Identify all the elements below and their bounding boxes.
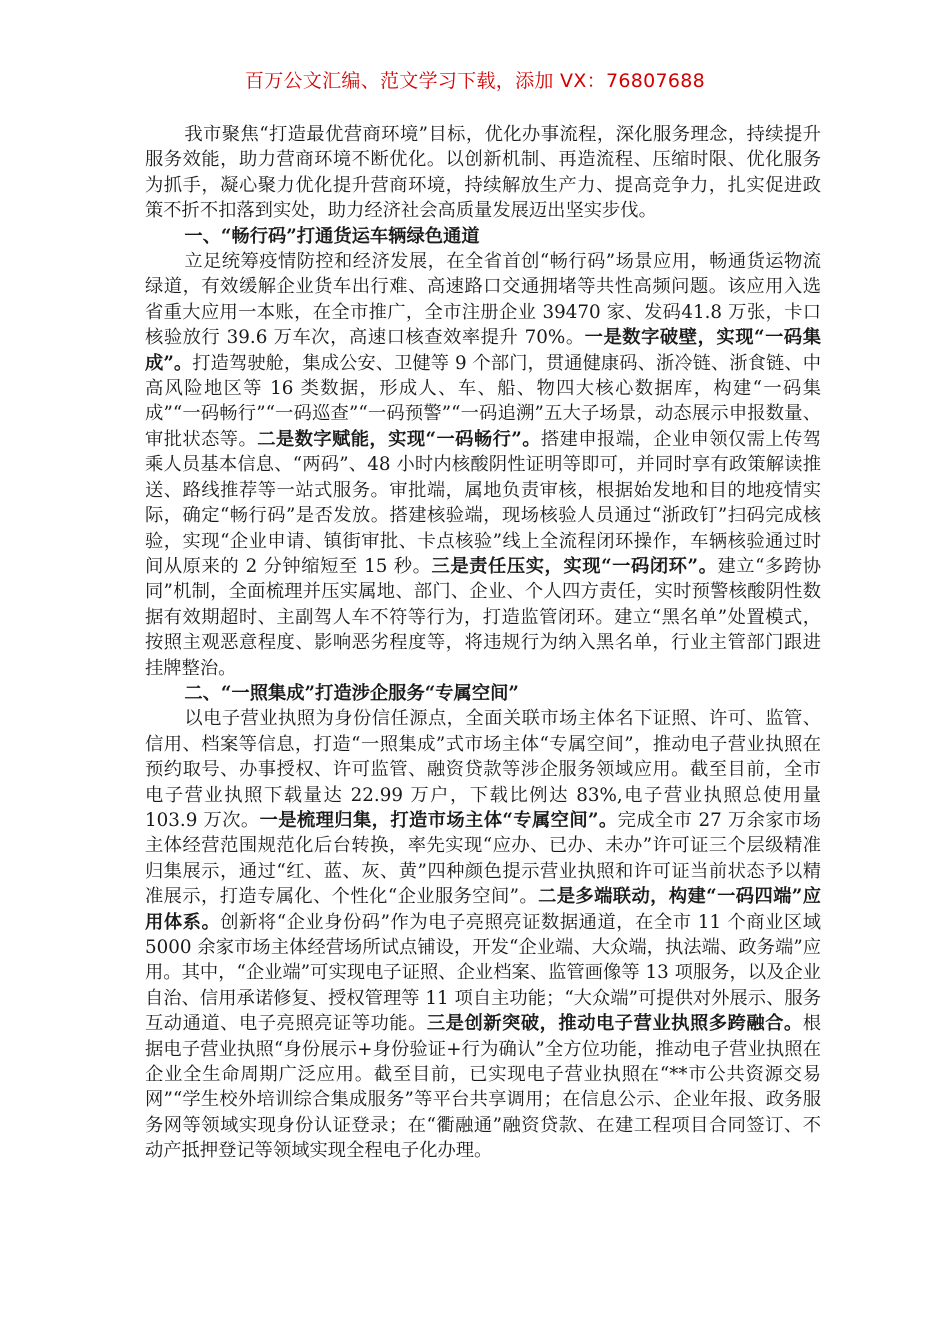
- s2-text-4: 根据电子营业执照“身份展示+身份验证+行为确认”全方位功能，推动电子营业执照在企业全生命周期广泛应用。截至目前，已实现电子营业执照在“**市公共资源交易网”“学生校外培训综合集成服务”等平台共享调用；在信息公示、企业年报、政务服务网等领域实现身份认证登录；在“衢融通”融资贷款、在建工程项目合同签订、不动产抵押登记等领域实现全程电子化办理。: [145, 1013, 822, 1162]
- s1-text-2: 打造驾驶舱，集成公安、卫健等 9 个部门，贯通健康码、浙冷链、浙食链、中高风险地区等 16 类数据，形成人、车、船、物四大核心数据库，构建“一码集成”“一码畅行”“一码巡查”“一码预警”“一码追溯”五大子场景，动态展示申报数量、审批状态等。: [145, 352, 821, 450]
- s2-text-2: 完成全市 27 万余家市场主体经营范围规范化后台转换，率先实现“应办、已办、未办”许可证三个层级精准归集展示，通过“红、蓝、灰、黄”四种颜色提示营业执照和许可证当前状态予以精准展示，打造专属化、个性化“企业服务空间”。: [145, 809, 821, 908]
- s1-text-1: 立足统筹疫情防控和经济发展，在全省首创“畅行码”场景应用，畅通货运物流绿道，有效缓解企业货车出行难、高速路口交通拥堵等共性高频问题。该应用入选省重大应用一本账，在全市推广，全市注册企业 39470 家、发码41.8 万张，卡口核验放行 39.6 万车次，高速口核查效率提升 70%。: [145, 251, 821, 349]
- section-2-paragraph: [145, 706, 821, 1163]
- section-1-paragraph: [145, 249, 821, 681]
- s1-text-3: 搭建申报端，企业申领仅需上传驾乘人员基本信息、“两码”、48 小时内核酸阴性证明等即可，并同时享有政策解读推送、路线推荐等一站式服务。审批端，属地负责审核，根据始发地和目的地疫情实际，确定“畅行码”是否发放。搭建核验端，现场核验人员通过“浙政钉”扫码完成核验，实现“企业申请、镇街审批、卡点核验”线上全流程闭环操作，车辆核验通过时间从原来的 2 分钟缩短至 15 秒。: [145, 428, 822, 577]
- s1-bold-3: 三是责任压实，实现“一码闭环”。: [431, 555, 718, 577]
- section-2-heading: 二、“一照集成”打造涉企服务“专属空间”: [184, 682, 519, 704]
- s2-text-1: 以电子营业执照为身份信任源点，全面关联市场主体名下证照、许可、监管、信用、档案等信息，打造“一照集成”式市场主体“专属空间”，推动电子营业执照在预约取号、办事授权、许可监管、融资贷款等涉企服务领域应用。截至目前，全市电子营业执照下载量达 22.99 万户，下载比例达 83%,电子营业执照总使用量 103.9 万次。: [145, 708, 821, 831]
- s2-text-3: 创新将“企业身份码”作为电子亮照亮证数据通道，在全市 11 个商业区域 5000 余家市场主体经营场所试点铺设，开发“企业端、大众端，执法端、政务端”应用。其中，“企业端”可实现电子证照、企业档案、监管画像等 13 项服务，以及企业自治、信用承诺修复、授权管理等 11 项自主功能；“大众端”可提供对外展示、服务互动通道、电子亮照亮证等功能。: [145, 911, 822, 1035]
- intro-paragraph: 我市聚焦“打造最优营商环境”目标，优化办事流程，深化服务理念，持续提升服务效能，助力营商环境不断优化。以创新机制、再造流程、压缩时限、优化服务为抓手，凝心聚力优化提升营商环境，持续解放生产力、提高竞争力，扎实促进政策不折不扣落到实处，助力经济社会高质量发展迈出坚实步伐。: [145, 124, 821, 222]
- watermark-header: 百万公文汇编、范文学习下载，添加 VX：76807688: [244, 70, 706, 92]
- s1-text-4: 建立“多跨协同”机制，全面梳理并压实属地、部门、企业、个人四方责任，实时预警核酸阴性数据有效期超时、主副驾人车不符等行为，打造监管闭环。建立“黑名单”处置模式，按照主观恶意程度、影响恶劣程度等，将违规行为纳入黑名单，行业主管部门跟进挂牌整治。: [145, 555, 822, 679]
- s1-bold-2: 二是数字赋能，实现“一码畅行”。: [257, 428, 541, 450]
- s2-bold-1: 一是梳理归集，打造市场主体“专属空间”。: [259, 809, 618, 831]
- section-1-heading: 一、“畅行码”打通货运车辆绿色通道: [184, 225, 480, 247]
- s2-bold-2: 二是多端联动，构建“一码四端”应用体系。: [145, 886, 821, 933]
- document-body: [145, 122, 821, 1164]
- s1-bold-1: 一是数字破壁，实现“一码集成”。: [145, 327, 821, 374]
- s2-bold-3: 三是创新突破，推动电子营业执照多跨融合。: [426, 1013, 803, 1035]
